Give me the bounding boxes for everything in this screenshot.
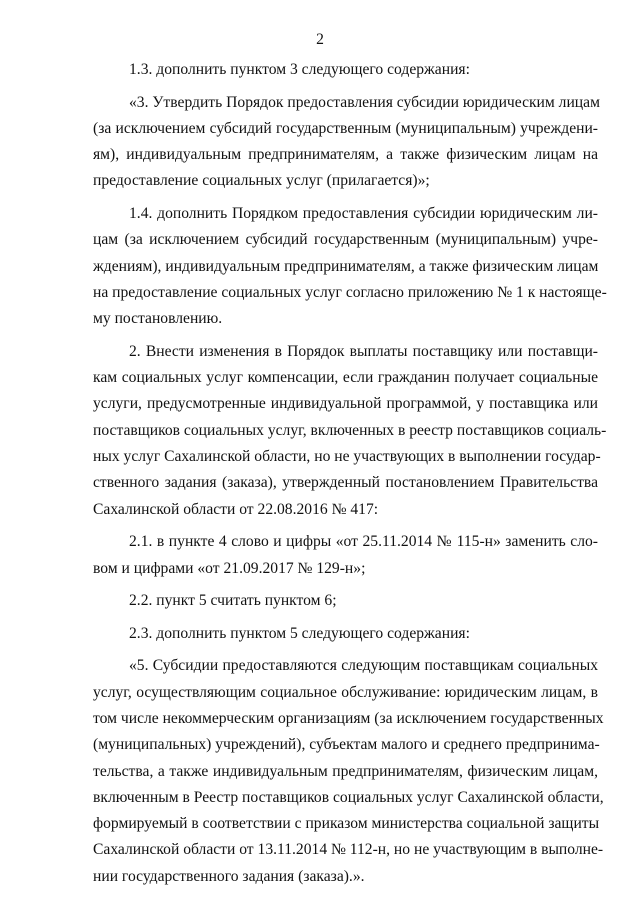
text-line: Сахалинской области от 22.08.2016 № 417: [93,500,379,518]
text-line: кам социальных услуг компенсации, если гражданин получает социальные [93,369,598,387]
text-line: тельства, а также индивидуальным предпринимателям, физическим лицам, [93,762,598,780]
text-line: «5. Субсидии предоставляются следующим поставщикам социальных [129,657,598,675]
text-line: формируемый в соответствии с приказом министерства социальной защиты [93,815,600,833]
text-line: ственного задания (заказа), утвержденный постановлением Правительства [93,474,598,492]
text-line: вом и цифрами «от 21.09.2017 № 129-н»; [93,559,366,577]
text-line: (за исключением субсидий государственным (муниципальным) учреждени- [93,119,598,137]
text-line: ждениям), индивидуальным предпринимателям, а также физическим лицам [93,257,599,275]
paragraph [93,201,607,332]
text-line: 1.4. дополнить Порядком предоставления субсидии юридическим ли- [129,205,598,223]
text-line: 2. Внести изменения в Порядок выплаты поставщику или поставщи- [129,342,598,360]
paragraph [93,339,607,523]
document-body [93,57,607,896]
text-line: предоставление социальных услуг (прилагается)»; [93,172,430,190]
paragraph [93,621,598,647]
text-line: ям), индивидуальным предпринимателям, а также физическим лицам на [93,146,598,164]
text-line: включенным в Реестр поставщиков социальных услуг Сахалинской области, [93,788,604,806]
paragraph [93,90,598,195]
text-line: 2.1. в пункте 4 слово и цифры «от 25.11.2014 № 115-н» заменить сло- [129,533,598,551]
text-line: нии государственного задания (заказа).». [93,867,365,885]
text-line: поставщиков социальных услуг, включенных в реестр поставщиков социаль- [93,421,607,439]
paragraph [93,57,598,83]
page-number: 2 [316,31,324,48]
text-line: 1.3. дополнить пунктом 3 следующего содержания: [129,61,470,78]
text-line: 2.3. дополнить пунктом 5 следующего содержания: [129,624,470,642]
text-line: на предоставление социальных услуг согласно приложению № 1 к настояще- [93,283,607,301]
paragraph [93,588,598,614]
text-line: 2.2. пункт 5 считать пунктом 6; [129,592,337,610]
text-line: цам (за исключением субсидий государственным (муниципальным) учре- [93,231,598,249]
text-line: услуги, предусмотренные индивидуальной программой, у поставщика или [93,395,598,413]
text-line: «3. Утвердить Порядок предоставления субсидии юридическим лицам [129,93,600,111]
text-line: услуг, осуществляющим социальное обслуживание: юридическим лицам, в [93,683,598,701]
text-line: Сахалинской области от 13.11.2014 № 112-н, но не участвующим в выполне- [93,841,604,859]
paragraph [93,529,598,582]
text-line: му постановлению. [93,310,223,328]
text-line: том числе некоммерческим организациям (за исключением государственных [93,709,604,727]
text-line: (муниципальных) учреждений), субъектам малого и среднего предпринима- [93,736,600,754]
paragraph [93,653,604,890]
text-line: ных услуг Сахалинской области, но не участвующих в выполнении государ- [93,448,601,466]
